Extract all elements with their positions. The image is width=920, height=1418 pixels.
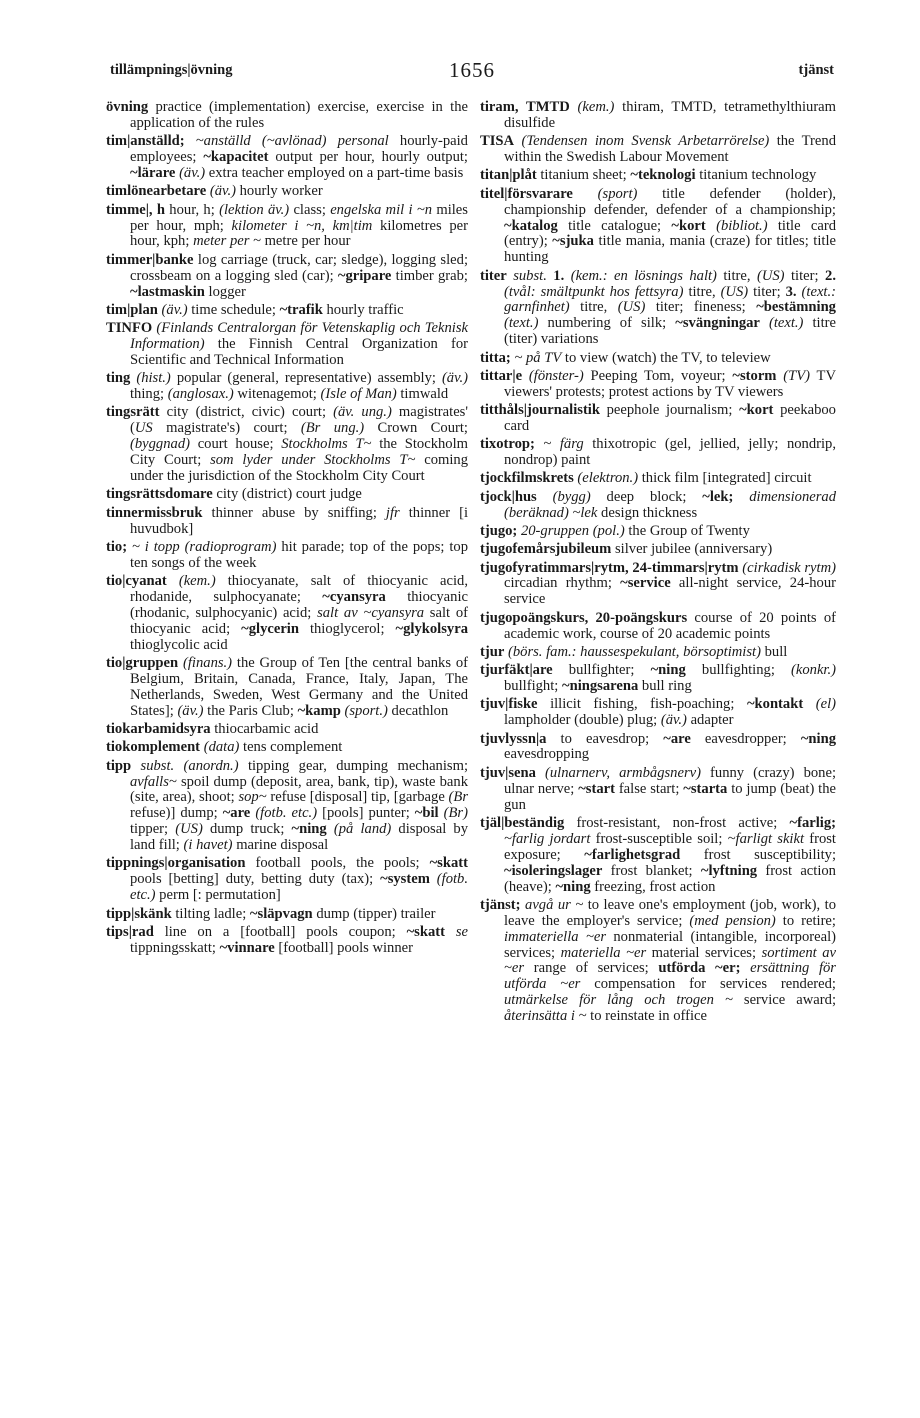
entry-definition: course of 20 points of academic work, course of 20 academic points [504, 609, 836, 642]
dictionary-entry [106, 487, 468, 503]
entry-headword: tim|plan [106, 301, 158, 318]
dictionary-entry [106, 856, 468, 904]
entry-headword: tjockfilmskrets [480, 470, 574, 487]
entry-definition: (bygg) deep block; ~lek; dimensionerad (beräknad) ~lek design thickness [504, 488, 836, 521]
entry-headword: tjuv|fiske [480, 696, 538, 713]
dictionary-entry [106, 321, 468, 369]
entry-definition: frost-resistant, non-frost active; ~farlig; ~farlig jordart frost-susceptible soil; ~farligt skikt frost exposure; ~farlighetsgrad frost susceptibility; ~isoleringslager frost blanket; ~lyftning frost action (heave); ~ning freezing, frost action [504, 814, 836, 895]
entry-headword: timlönearbetare [106, 183, 207, 200]
dictionary-entry [106, 100, 468, 132]
entry-headword: tjugofemårsjubileum [480, 541, 612, 558]
entry-definition: to eavesdrop; ~are eavesdropper; ~ning eavesdropping [504, 730, 836, 763]
entry-headword: tixotrop; [480, 436, 535, 453]
dictionary-entry [480, 437, 836, 469]
entry-headword: tippnings|organisation [106, 855, 246, 872]
dictionary-entry [480, 269, 836, 349]
entry-headword: titer [480, 267, 507, 284]
dictionary-entry [106, 134, 468, 182]
entry-headword: timmer|banke [106, 251, 194, 268]
entry-headword: tiram, TMTD [480, 99, 570, 115]
page-number: 1656 [449, 58, 495, 82]
header-left-guideword: tillämpnings|övning [110, 62, 233, 78]
dictionary-entry [106, 722, 468, 738]
entry-headword: tim|anställd; [106, 133, 185, 150]
entry-definition: subst. 1. (kem.: en lösnings halt) titre, (US) titer; 2. (tvål: smältpunkt hos fettsyra) titre, (US) titer; 3. (text.: garnfinhet) titre, (US) titer; fineness; ~bestämning (text.) numbering of silk; ~svängningar (text.) titre (titer) variations [504, 267, 836, 348]
dictionary-entry [480, 898, 836, 1025]
entry-headword: titel|försvarare [480, 185, 573, 202]
entry-headword: tjock|hus [480, 488, 537, 505]
entry-definition: (elektron.) thick film [integrated] circuit [577, 470, 812, 487]
dictionary-entry [106, 740, 468, 756]
entry-definition: (sport) title defender (holder), championship defender, defender of a championship; ~katalog title catalogue; ~kort (bibliot.) title card (entry); ~sjuka title mania, mania (craze) for titles; title hunting [504, 185, 836, 266]
entry-headword: tio; [106, 538, 128, 555]
entry-headword: tipp|skänk [106, 905, 172, 922]
entry-definition: (kem.) thiocyanate, salt of thiocyanic acid, rhodanide, sulphocyanate; ~cyansyra thiocyanic (rhodanic, sulphocyanic) acid; salt av ~cyansyra salt of thiocyanic acid; ~glycerin thioglycerol; ~glykolsyra thioglycolic acid [130, 573, 468, 653]
dictionary-entry [480, 187, 836, 267]
entry-headword: timme|, h [106, 201, 165, 218]
entry-definition: (finans.) the Group of Ten [the central banks of Belgium, Britain, Canada, France, Italy, Japan, The Netherlands, Sweden, West Germany and the United States]; (äv.) the Paris Club; ~kamp (sport.) decathlon [130, 654, 468, 719]
entry-headword: tiokomplement [106, 739, 201, 756]
left-column [106, 100, 468, 959]
entry-headword: TISA [480, 133, 515, 150]
dictionary-entry [106, 371, 468, 403]
dictionary-entry [106, 574, 468, 654]
entry-definition: thiocarbamic acid [210, 721, 319, 737]
dictionary-entry [106, 405, 468, 485]
dictionary-entry [480, 542, 836, 558]
entry-definition: thinner abuse by sniffing; jfr thinner [i huvudbok] [130, 504, 468, 537]
entry-headword: tjäl|beständig [480, 814, 565, 831]
dictionary-entry [106, 253, 468, 301]
entry-headword: tittar|e [480, 367, 523, 384]
entry-headword: tjurfäkt|are [480, 662, 553, 679]
entry-headword: tiokarbamidsyra [106, 721, 211, 737]
entry-definition: (börs. fam.: haussespekulant, börsoptimist) bull [507, 643, 788, 660]
dictionary-entry [106, 925, 468, 957]
entry-headword: tjuv|sena [480, 764, 536, 781]
dictionary-entry [480, 369, 836, 401]
entry-definition: titanium sheet; ~teknologi titanium technology [536, 167, 817, 184]
entry-definition: football pools, the pools; ~skatt pools [betting] duty, betting duty (tax); ~system (fotb. etc.) perm [: permutation] [130, 855, 468, 904]
dictionary-entry [480, 403, 836, 435]
dictionary-entry [106, 907, 468, 923]
dictionary-entry [480, 732, 836, 764]
dictionary-entry [480, 471, 836, 487]
entry-definition: bullfighter; ~ning bullfighting; (konkr.) bullfight; ~ningsarena bull ring [504, 662, 836, 695]
dictionary-entry [480, 524, 836, 540]
entry-headword: övning [106, 99, 149, 115]
entry-headword: tio|cyanat [106, 573, 167, 590]
dictionary-entry [106, 656, 468, 720]
entry-headword: tips|rad [106, 923, 154, 940]
entry-definition: ~anställd (~avlönad) personal hourly-paid employees; ~kapacitet output per hour, hourly output; ~lärare (äv.) extra teacher employed on a part-time basis [130, 133, 468, 182]
dictionary-entry [480, 490, 836, 522]
dictionary-entry [106, 540, 468, 572]
entry-headword: tingsrätt [106, 404, 160, 421]
entry-definition: silver jubilee (anniversary) [611, 541, 773, 558]
entry-headword: tjuvlyssn|a [480, 730, 547, 747]
entry-definition: ~ färg thixotropic (gel, jellied, jelly; nondrip, nondrop) paint [504, 436, 836, 469]
right-column [480, 100, 836, 1027]
entry-definition: practice (implementation) exercise, exercise in the application of the rules [130, 99, 468, 131]
entry-definition: line on a [football] pools coupon; ~skatt se tippningsskatt; ~vinnare [football] pools winner [130, 923, 468, 956]
dictionary-entry [106, 184, 468, 200]
dictionary-entry [480, 645, 836, 661]
entry-definition: (Tendensen inom Svensk Arbetarrörelse) the Trend within the Swedish Labour Movement [504, 133, 836, 166]
entry-definition: ~ i topp (radioprogram) hit parade; top of the pops; top ten songs of the week [130, 538, 469, 571]
dictionary-entry [106, 203, 468, 251]
entry-definition: (fönster-) Peeping Tom, voyeur; ~storm (TV) TV viewers' protests; protest actions by TV viewers [504, 367, 837, 400]
entry-headword: tipp [106, 757, 132, 774]
entry-definition: illicit fishing, fish-poaching; ~kontakt (el) lampholder (double) plug; (äv.) adapter [504, 696, 836, 729]
entry-definition: log carriage (truck, car; sledge), logging sled; crossbeam on a logging sled (car); ~gripare timber grab; ~lastmaskin logger [130, 251, 468, 300]
dictionary-entry [106, 506, 468, 538]
dictionary-entry [106, 303, 468, 319]
entry-definition: (kem.) thiram, TMTD, tetramethylthiuram disulfide [504, 99, 837, 131]
dictionary-entry [480, 134, 836, 166]
entry-definition: (äv.) time schedule; ~trafik hourly traffic [161, 301, 404, 318]
dictionary-entry [480, 168, 836, 184]
dictionary-entry [480, 697, 836, 729]
entry-headword: tjur [480, 643, 505, 660]
header-right-guideword: tjänst [798, 62, 834, 78]
dictionary-entry [480, 100, 836, 132]
entry-definition: (data) tens complement [203, 739, 343, 756]
entry-definition: (ulnarnerv, armbågsnerv) funny (crazy) bone; ulnar nerve; ~start false start; ~starta to jump (beat) the gun [504, 764, 836, 813]
dictionary-entry [480, 766, 836, 814]
dictionary-entry [480, 561, 836, 609]
dictionary-entry [480, 663, 836, 695]
entry-definition: peephole journalism; ~kort peekaboo card [504, 402, 836, 434]
entry-headword: tinnermissbruk [106, 504, 203, 521]
entry-definition: city (district) court judge [212, 486, 362, 503]
entry-definition: (hist.) popular (general, representative) assembly; (äv.) thing; (anglosax.) witenagemot; (Isle of Man) timwald [130, 370, 468, 403]
entry-definition: city (district, civic) court; (äv. ung.) magistrates' (US magistrate's) court; (Br ung.) Crown Court; (byggnad) court house; Stockholms T~ the Stockholm City Court; som lyder under Stockholms T~ coming under the jurisdiction of the Stockholm City Court [130, 404, 468, 485]
entry-headword: ting [106, 370, 131, 387]
entry-definition: avgå ur ~ to leave one's employment (job, work), to leave the employer's service; (med pension) to retire; immateriella ~er nonmaterial (intangible, incorporeal) services; materiella ~er material services; sortiment av ~er range of services; utförda ~er; ersättning för utförda ~er compensation for services rendered; utmärkelse för lång och trogen ~ service award; återinsätta i ~ to reinstate in office [504, 896, 837, 1025]
page-header [110, 58, 834, 88]
entry-definition: (Finlands Centralorgan för Vetenskaplig och Teknisk Information) the Finnish Central Organization for Scientific and Technical Information [130, 320, 468, 368]
entry-headword: tingsrättsdomare [106, 486, 213, 503]
entry-headword: tjänst; [480, 896, 521, 913]
dictionary-entry [480, 816, 836, 896]
entry-definition: subst. (anordn.) tipping gear, dumping mechanism; avfalls~ spoil dump (deposit, area, bank, tip), waste bank (site, area), shoot; sop~ refuse [disposal] tip, [garbage (Br refuse)] dump; ~are (fotb. etc.) [pools] punter; ~bil (Br) tipper; (US) dump truck; ~ning (på land) disposal by land fill; (i havet) marine disposal [130, 757, 469, 854]
entry-definition: hour, h; (lektion äv.) class; engelska mil i ~n miles per hour, mph; kilometer i ~n, km|tim kilometres per hour, kph; meter per ~ metre per hour [130, 201, 468, 250]
entry-definition: (äv.) hourly worker [209, 183, 323, 200]
dictionary-entry [106, 759, 468, 854]
entry-definition: ~ på TV to view (watch) the TV, to teleview [514, 349, 771, 366]
entry-definition: (cirkadisk rytm) circadian rhythm; ~service all-night service, 24-hour service [504, 559, 836, 608]
entry-headword: titta; [480, 349, 511, 366]
entry-headword: tjugopoängskurs, 20-poängskurs [480, 609, 688, 626]
entry-definition: 20-gruppen (pol.) the Group of Twenty [520, 522, 750, 539]
entry-headword: tjugo; [480, 522, 518, 539]
entry-headword: titan|plåt [480, 167, 537, 184]
entry-headword: titthåls|journalistik [480, 402, 600, 419]
entry-headword: tjugofyratimmars|rytm, 24-timmars|rytm [480, 559, 739, 576]
entry-definition: tilting ladle; ~släpvagn dump (tipper) trailer [171, 905, 436, 922]
entry-headword: TINFO [106, 320, 153, 337]
entry-headword: tio|gruppen [106, 654, 179, 671]
dictionary-entry [480, 351, 836, 367]
dictionary-entry [480, 611, 836, 643]
